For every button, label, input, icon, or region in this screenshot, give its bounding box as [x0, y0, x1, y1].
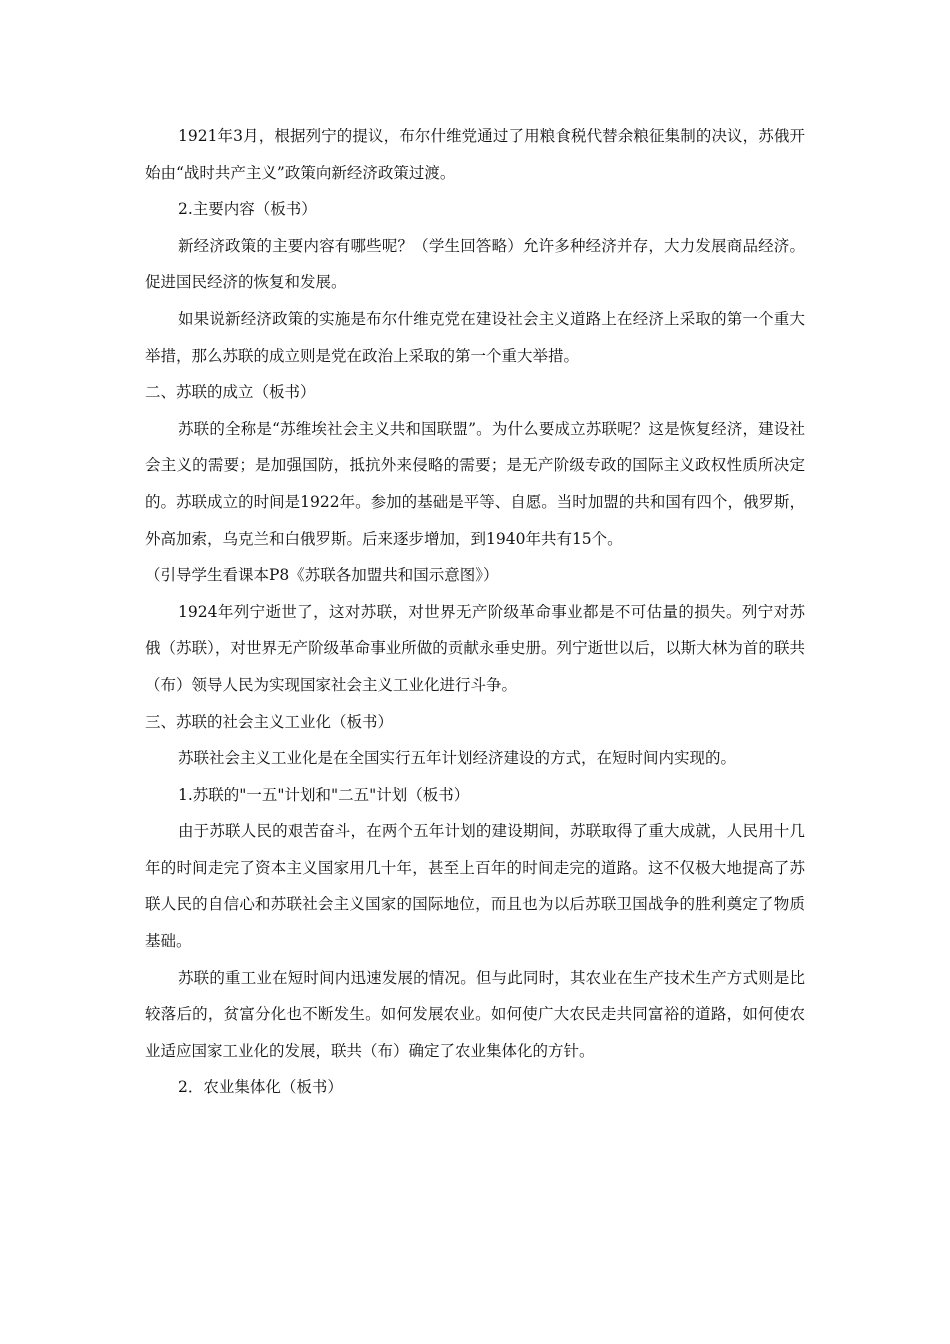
- section-heading-industrialization: 三、苏联的社会主义工业化（板书）: [145, 712, 394, 731]
- subheading-collectivization: 2．农业集体化（板书）: [178, 1078, 343, 1097]
- section-heading-ussr-founding: 二、苏联的成立（板书）: [145, 383, 316, 402]
- paragraph-map-reference: （引导学生看课本P8《苏联各加盟共和国示意图》）: [145, 566, 499, 585]
- subheading-main-content: 2.主要内容（板书）: [178, 200, 317, 219]
- subheading-five-year-plans: 1.苏联的"一五"计划和"二五"计划（板书）: [178, 785, 470, 804]
- paragraph-ussr-founding: 苏联的全称是“苏维埃社会主义共和国联盟”。为什么要成立苏联呢？这是恢复经济，建设社会主义的需要；是加强国防，抵抗外来侵略的需要；是无产阶级专政的国际主义政权性质所决定的。苏联成立的时间是1922年。参加的基础是平等、自愿。当时加盟的共和国有四个，俄罗斯，外高加索，乌克兰和白俄罗斯。后来逐步增加，到1940年共有15个。: [145, 419, 805, 548]
- paragraph-transition-to-ussr: 如果说新经济政策的实施是布尔什维克党在建设社会主义道路上在经济上采取的第一个重大举措，那么苏联的成立则是党在政治上采取的第一个重大举措。: [145, 309, 805, 365]
- paragraph-five-year-achievements: 由于苏联人民的艰苦奋斗，在两个五年计划的建设期间，苏联取得了重大成就，人民用十几年的时间走完了资本主义国家用几十年，甚至上百年的时间走完的道路。这不仅极大地提高了苏联人民的自信心和苏联社会主义国家的国际地位，而且也为以后苏联卫国战争的胜利奠定了物质基础。: [145, 822, 805, 951]
- document-body: [145, 118, 805, 1106]
- paragraph-nep-content: 新经济政策的主要内容有哪些呢？（学生回答略）允许多种经济并存，大力发展商品经济。促进国民经济的恢复和发展。: [145, 236, 805, 292]
- paragraph-industrialization-intro: 苏联社会主义工业化是在全国实行五年计划经济建设的方式，在短时间内实现的。: [178, 749, 737, 768]
- paragraph-lenin-death: 1924年列宁逝世了，这对苏联，对世界无产阶级革命事业都是不可估量的损失。列宁对苏俄（苏联），对世界无产阶级革命事业所做的贡献永垂史册。列宁逝世以后，以斯大林为首的联共（布）领导人民为实现国家社会主义工业化进行斗争。: [145, 602, 805, 694]
- paragraph-agriculture-problem: 苏联的重工业在短时间内迅速发展的情况。但与此同时，其农业在生产技术生产方式则是比较落后的，贫富分化也不断发生。如何发展农业。如何使广大农民走共同富裕的道路，如何使农业适应国家工业化的发展，联共（布）确定了农业集体化的方针。: [145, 968, 805, 1060]
- paragraph-tax-policy: 1921年3月，根据列宁的提议，布尔什维党通过了用粮食税代替余粮征集制的决议，苏俄开始由“战时共产主义”政策向新经济政策过渡。: [145, 127, 805, 182]
